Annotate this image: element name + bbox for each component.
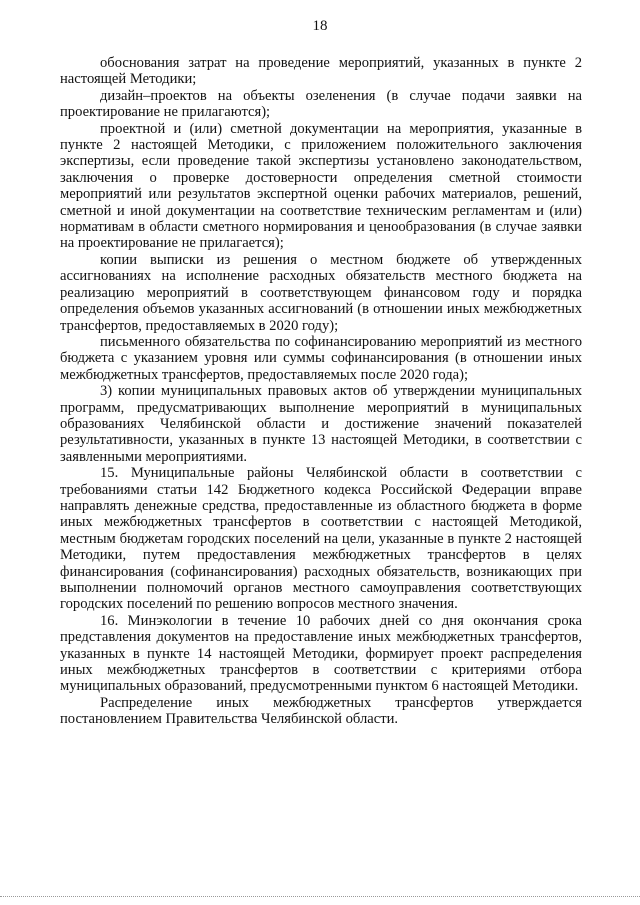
page-bottom-divider: [0, 896, 640, 897]
paragraph-budget-extract: копии выписки из решения о местном бюджете об утвержденных ассигнованиях на исполнение расходных обязательств местного бюджета на реализацию мероприятий в соответствующем финансовом году и порядка определения объемов указанных ассигнований (в отношении иных межбюджетных трансфертов, предоставляемых в 2020 году);: [60, 251, 582, 334]
paragraph-cofinancing-obligation: письменного обязательства по софинансированию мероприятий из местного бюджета с указанием уровня или суммы софинансирования (в отношении иных межбюджетных трансфертов, предоставляемых после 2020 года);: [60, 333, 582, 383]
paragraph-clause-16: 16. Минэкологии в течение 10 рабочих дней со дня окончания срока представления документов на предоставление иных межбюджетных трансфертов, указанных в пункте 14 настоящей Методики, формирует проект распределения иных межбюджетных трансфертов в соответствии с критериями отбора муниципальных образований, предусмотренными пунктом 6 настоящей Методики.: [60, 612, 582, 695]
paragraph-design-projects: дизайн–проектов на объекты озеленения (в случае подачи заявки на проектирование не прилагаются);: [60, 87, 582, 121]
paragraph-cost-justification: обоснования затрат на проведение мероприятий, указанных в пункте 2 настоящей Методики;: [60, 55, 582, 88]
paragraph-distribution-approval: Распределение иных межбюджетных трансфертов утверждается постановлением Правительства Челябинской области.: [60, 694, 582, 728]
document-body: [60, 55, 582, 728]
page-number: 18: [312, 18, 328, 34]
paragraph-project-documentation: проектной и (или) сметной документации на мероприятия, указанные в пункте 2 настоящей Методики, с приложением положительного заключения экспертизы, если проведение такой экспертизы установлено законодательством, заключения о проверке достоверности определения сметной стоимости мероприятий или результатов экспертной оценки рабочих материалов, решений, сметной и иной документации на соответствие техническим регламентам и (или) нормативам в области сметного нормирования и ценообразования (в случае заявки на проектирование не прилагается);: [60, 120, 582, 252]
paragraph-clause-15: 15. Муниципальные районы Челябинской области в соответствии с требованиями статьи 142 Бюджетного кодекса Российской Федерации вправе направлять денежные средства, предоставленные из областного бюджета в форме иных межбюджетных трансфертов в соответствии с настоящей Методикой, местным бюджетам городских поселений на цели, указанные в пункте 2 настоящей Методики, путем предоставления межбюджетных трансфертов в целях финансирования (софинансирования) расходных обязательств, возникающих при выполнении полномочий органов местного самоуправления соответствующих городских поселений по решению вопросов местного значения.: [60, 465, 582, 613]
paragraph-item-3-municipal-acts: 3) копии муниципальных правовых актов об утверждении муниципальных программ, предусматривающих выполнение мероприятий в муниципальных образованиях Челябинской области и достижение значений показателей результативности, указанных в пункте 13 настоящей Методики, в соответствии с заявленными мероприятиями.: [60, 383, 582, 465]
